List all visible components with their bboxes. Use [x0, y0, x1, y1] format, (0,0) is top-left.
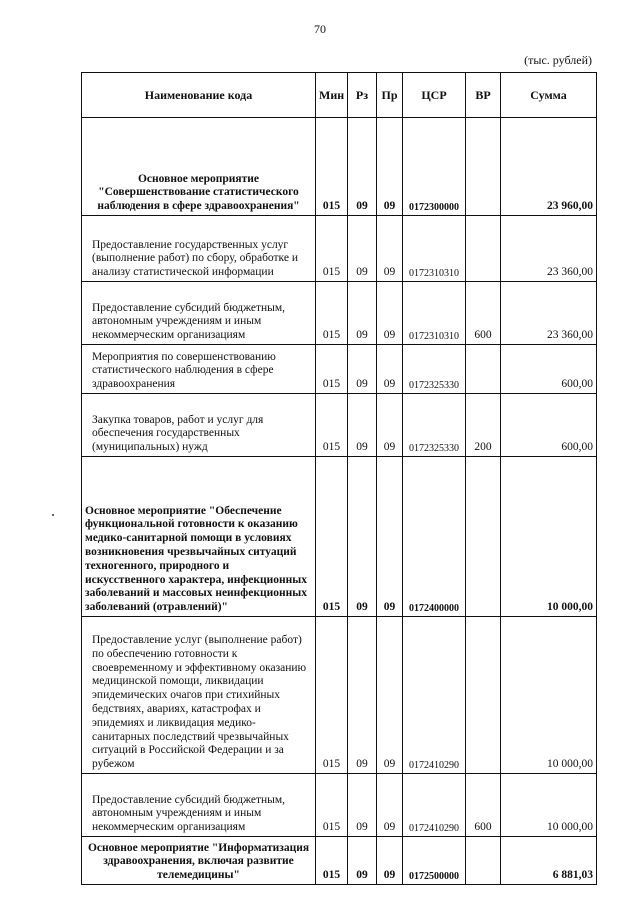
row-min: 015: [316, 216, 348, 282]
row-rz: 09: [348, 345, 377, 394]
row-pr: 09: [377, 118, 403, 216]
table-row: [82, 394, 597, 457]
table-row: [82, 774, 597, 837]
row-name: Предоставление государственных услуг (выполнение работ) по сбору, обработке и анализу статистической информации: [82, 216, 316, 282]
row-csr: 0172410290: [403, 617, 466, 774]
row-min: 015: [316, 774, 348, 837]
row-csr: 0172325330: [403, 394, 466, 457]
row-pr: 09: [377, 282, 403, 345]
row-csr: 0172310310: [403, 216, 466, 282]
table-row: [82, 345, 597, 394]
header-vr: ВР: [466, 73, 501, 118]
table-row: [82, 617, 597, 774]
row-vr: [466, 118, 501, 216]
units-label: (тыс. рублей): [524, 53, 592, 67]
row-rz: 09: [348, 216, 377, 282]
row-rz: 09: [348, 617, 377, 774]
row-csr: 0172400000: [403, 457, 466, 617]
row-vr: 600: [466, 774, 501, 837]
row-pr: 09: [377, 394, 403, 457]
row-vr: [466, 457, 501, 617]
row-csr: 0172500000: [403, 837, 466, 885]
budget-table: [81, 72, 597, 885]
row-sum: 600,00: [501, 345, 597, 394]
row-pr: 09: [377, 837, 403, 885]
row-pr: 09: [377, 457, 403, 617]
row-name: Мероприятия по совершенствованию статистического наблюдения в сфере здравоохранения: [82, 345, 316, 394]
page-number: 70: [314, 22, 326, 36]
row-name: Закупка товаров, работ и услуг для обеспечения государственных (муниципальных) нужд: [82, 394, 316, 457]
table-row: [82, 216, 597, 282]
row-rz: 09: [348, 837, 377, 885]
header-name: Наименование кода: [82, 73, 316, 118]
row-rz: 09: [348, 774, 377, 837]
row-vr: [466, 216, 501, 282]
row-sum: 600,00: [501, 394, 597, 457]
row-sum: 6 881,03: [501, 837, 597, 885]
row-name: Предоставление субсидий бюджетным, автономным учреждениям и иным некоммерческим организациям: [82, 282, 316, 345]
row-vr: 600: [466, 282, 501, 345]
row-csr: 0172410290: [403, 774, 466, 837]
row-csr: 0172300000: [403, 118, 466, 216]
row-sum: 10 000,00: [501, 457, 597, 617]
row-pr: 09: [377, 345, 403, 394]
header-row: [82, 73, 597, 118]
row-vr: [466, 345, 501, 394]
header-pr: Пр: [377, 73, 403, 118]
row-min: 015: [316, 345, 348, 394]
table-row: [82, 118, 597, 216]
row-csr: 0172310310: [403, 282, 466, 345]
row-csr: 0172325330: [403, 345, 466, 394]
row-sum: 23 360,00: [501, 216, 597, 282]
header-rz: Рз: [348, 73, 377, 118]
row-min: 015: [316, 394, 348, 457]
row-vr: 200: [466, 394, 501, 457]
row-rz: 09: [348, 394, 377, 457]
row-name: Предоставление услуг (выполнение работ) по обеспечению готовности к своевременному и эффективному оказанию медицинской помощи, ликвидации эпидемических очагов при стихийных бедствиях, авариях, катастрофах и эпидемиях и ликвидация медико-санитарных последствий чрезвычайных ситуаций в Российской Федерации и за рубежом: [82, 617, 316, 774]
scan-dot: [52, 514, 54, 516]
row-name: Основное мероприятие "Информатизация здравоохранения, включая развитие телемедицины": [82, 837, 316, 885]
table-row: [82, 837, 597, 885]
row-sum: 23 960,00: [501, 118, 597, 216]
table-row: [82, 282, 597, 345]
row-vr: [466, 837, 501, 885]
row-rz: 09: [348, 282, 377, 345]
row-min: 015: [316, 457, 348, 617]
row-rz: 09: [348, 118, 377, 216]
row-min: 015: [316, 282, 348, 345]
row-pr: 09: [377, 216, 403, 282]
row-vr: [466, 617, 501, 774]
row-pr: 09: [377, 617, 403, 774]
header-sum: Сумма: [501, 73, 597, 118]
row-sum: 10 000,00: [501, 617, 597, 774]
row-name: Предоставление субсидий бюджетным, автономным учреждениям и иным некоммерческим организациям: [82, 774, 316, 837]
row-min: 015: [316, 118, 348, 216]
row-name: Основное мероприятие "Совершенствование статистического наблюдения в сфере здравоохранения": [82, 118, 316, 216]
row-name: Основное мероприятие "Обеспечение функциональной готовности к оказанию медико-санитарной помощи в условиях возникновения чрезвычайных ситуаций техногенного, природного и искусственного характера, инфекционных заболеваний и массовых неинфекционных заболеваний (отравлений)": [82, 457, 316, 617]
table-row: [82, 457, 597, 617]
row-sum: 23 360,00: [501, 282, 597, 345]
header-csr: ЦСР: [403, 73, 466, 118]
row-pr: 09: [377, 774, 403, 837]
row-sum: 10 000,00: [501, 774, 597, 837]
row-min: 015: [316, 837, 348, 885]
row-min: 015: [316, 617, 348, 774]
row-rz: 09: [348, 457, 377, 617]
header-min: Мин: [316, 73, 348, 118]
